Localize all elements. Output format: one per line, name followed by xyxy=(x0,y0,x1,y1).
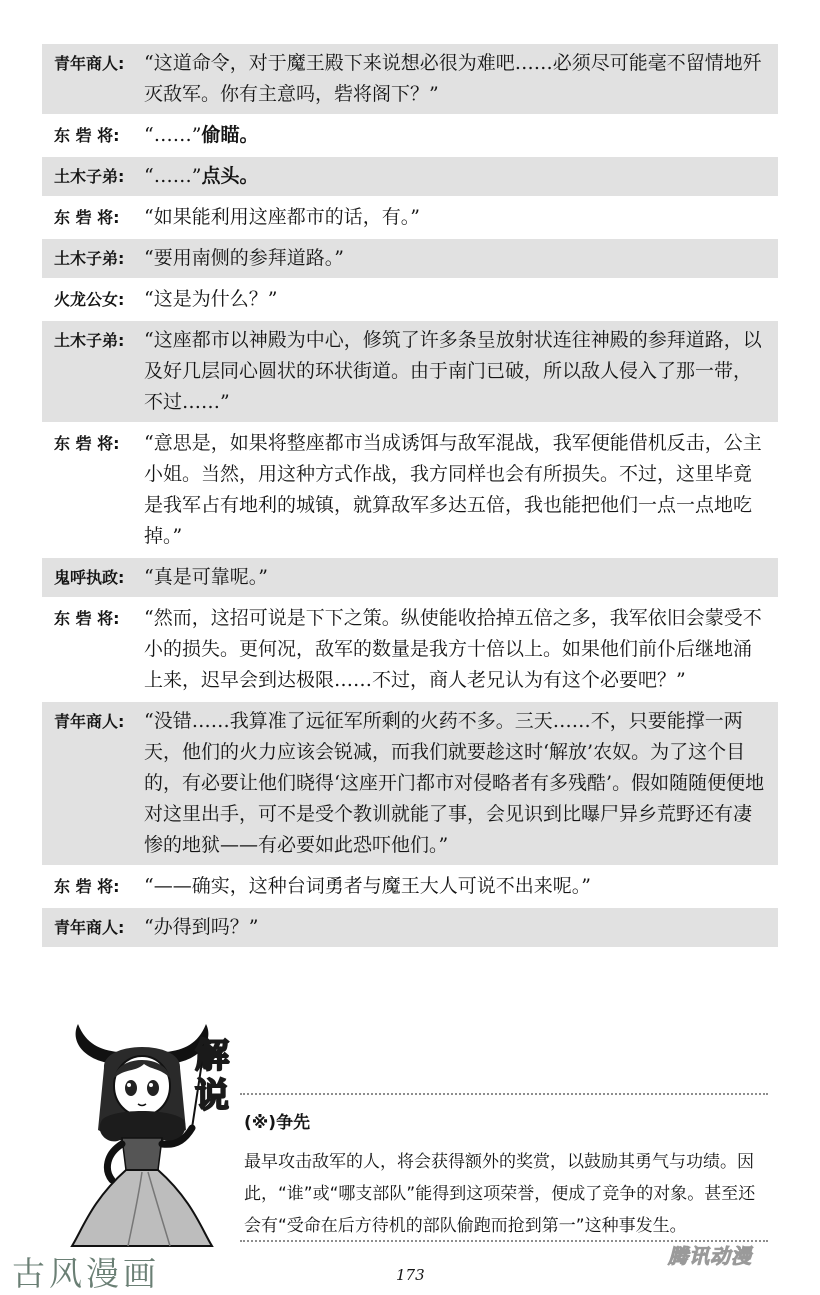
dialogue-text xyxy=(144,284,768,315)
dialogue-row xyxy=(42,599,778,700)
dialogue-row xyxy=(42,116,778,155)
dialogue-line: “意思是，如果将整座都市当成诱饵与敌军混战，我军便能借机反击，公主小姐。当然，用这种方式作战，我方同样也会有所损失。不过，这里毕竟是我军占有地利的城镇，就算敌军多达五倍，我也能把他们一点一点地吃掉。” xyxy=(144,432,762,547)
speaker-name: 东 砦 将: xyxy=(54,609,120,628)
watermark-right: 腾讯动漫 xyxy=(668,1244,752,1268)
speaker-name: 青年商人: xyxy=(54,712,125,731)
speaker-name: 鬼呼执政: xyxy=(54,568,125,587)
dialogue-line: “这道命令，对于魔王殿下来说想必很为难吧……必须尽可能毫不留情地歼灭敌军。你有主意吗，砦将阁下？” xyxy=(144,52,762,105)
dialogue-row xyxy=(42,198,778,237)
dialogue-line: “……” xyxy=(144,124,202,146)
dialogue-action: 偷瞄。 xyxy=(201,124,259,146)
speaker-name: 火龙公女: xyxy=(54,290,125,309)
dialogue-list xyxy=(42,44,778,949)
divider-top xyxy=(240,1093,768,1095)
note-body: 最早攻击敌军的人，将会获得额外的奖赏，以鼓励其勇气与功绩。因此，“谁”或“哪支部队”能得到这项荣誉，便成了竞争的对象。甚至还会有“受命在后方待机的部队偷跑而抢到第一”这种事发生。 xyxy=(244,1152,756,1236)
dialogue-line: “真是可靠呢。” xyxy=(144,566,268,588)
dialogue-text xyxy=(144,562,768,593)
dialogue-row xyxy=(42,702,778,865)
dialogue-row xyxy=(42,239,778,278)
speaker-name: 东 砦 将: xyxy=(54,126,120,145)
dialogue-row xyxy=(42,44,778,114)
dialogue-text xyxy=(144,603,768,696)
speaker-name: 东 砦 将: xyxy=(54,208,120,227)
commentary-badge: 解说 xyxy=(195,1036,229,1116)
dialogue-line: “然而，这招可说是下下之策。纵使能收拾掉五倍之多，我军依旧会蒙受不小的损失。更何况，敌军的数量是我方十倍以上。如果他们前仆后继地涌上来，迟早会到达极限……不过，商人老兄认为有这个必要吧？” xyxy=(144,607,762,691)
dialogue-text xyxy=(144,48,768,110)
speaker-name: 青年商人: xyxy=(54,54,125,73)
dialogue-line: “如果能利用这座都市的话，有。” xyxy=(144,206,420,228)
speaker-name: 土木子弟: xyxy=(54,331,125,350)
dialogue-line: “办得到吗？” xyxy=(144,916,259,938)
dialogue-action: 点头。 xyxy=(201,165,259,187)
dialogue-text xyxy=(144,428,768,552)
dialogue-text xyxy=(144,161,768,192)
speaker-name: 东 砦 将: xyxy=(54,434,120,453)
note-title: (※)争先 xyxy=(244,1113,311,1133)
dialogue-text xyxy=(144,912,768,943)
dialogue-row xyxy=(42,157,778,196)
speaker-name: 青年商人: xyxy=(54,918,125,937)
dialogue-text xyxy=(144,325,768,418)
page-number: 173 xyxy=(396,1266,425,1284)
dialogue-row xyxy=(42,321,778,422)
dialogue-row xyxy=(42,558,778,597)
dialogue-line: “没错……我算准了远征军所剩的火药不多。三天……不，只要能撑一两天，他们的火力应该会锐减，而我们就要趁这时‘解放’农奴。为了这个目的，有必要让他们晓得‘这座开门都市对侵略者有多残酷’。假如随随便便地对这里出手，可不是受个教训就能了事，会见识到比曝尸异乡荒野还有凄惨的地狱——有必要如此恐吓他们。” xyxy=(144,710,765,856)
dialogue-line: “——确实，这种台词勇者与魔王大人可说不出来呢。” xyxy=(144,875,591,897)
dialogue-line: “这是为什么？” xyxy=(144,288,278,310)
dialogue-line: “这座都市以神殿为中心，修筑了许多条呈放射状连往神殿的参拜道路，以及好几层同心圆状的环状街道。由于南门已破，所以敌人侵入了那一带，不过……” xyxy=(144,329,762,413)
dialogue-row xyxy=(42,280,778,319)
dialogue-line: “要用南侧的参拜道路。” xyxy=(144,247,344,269)
dialogue-text xyxy=(144,243,768,274)
watermark-left: 古风漫画 xyxy=(12,1254,160,1293)
dialogue-line: “……” xyxy=(144,165,202,187)
dialogue-row xyxy=(42,908,778,947)
dialogue-row xyxy=(42,867,778,906)
dialogue-text xyxy=(144,871,768,902)
speaker-name: 土木子弟: xyxy=(54,167,125,186)
speaker-name: 东 砦 将: xyxy=(54,877,120,896)
dialogue-text xyxy=(144,120,768,151)
dialogue-row xyxy=(42,424,778,556)
dialogue-text xyxy=(144,706,768,861)
dialogue-text xyxy=(144,202,768,233)
speaker-name: 土木子弟: xyxy=(54,249,125,268)
